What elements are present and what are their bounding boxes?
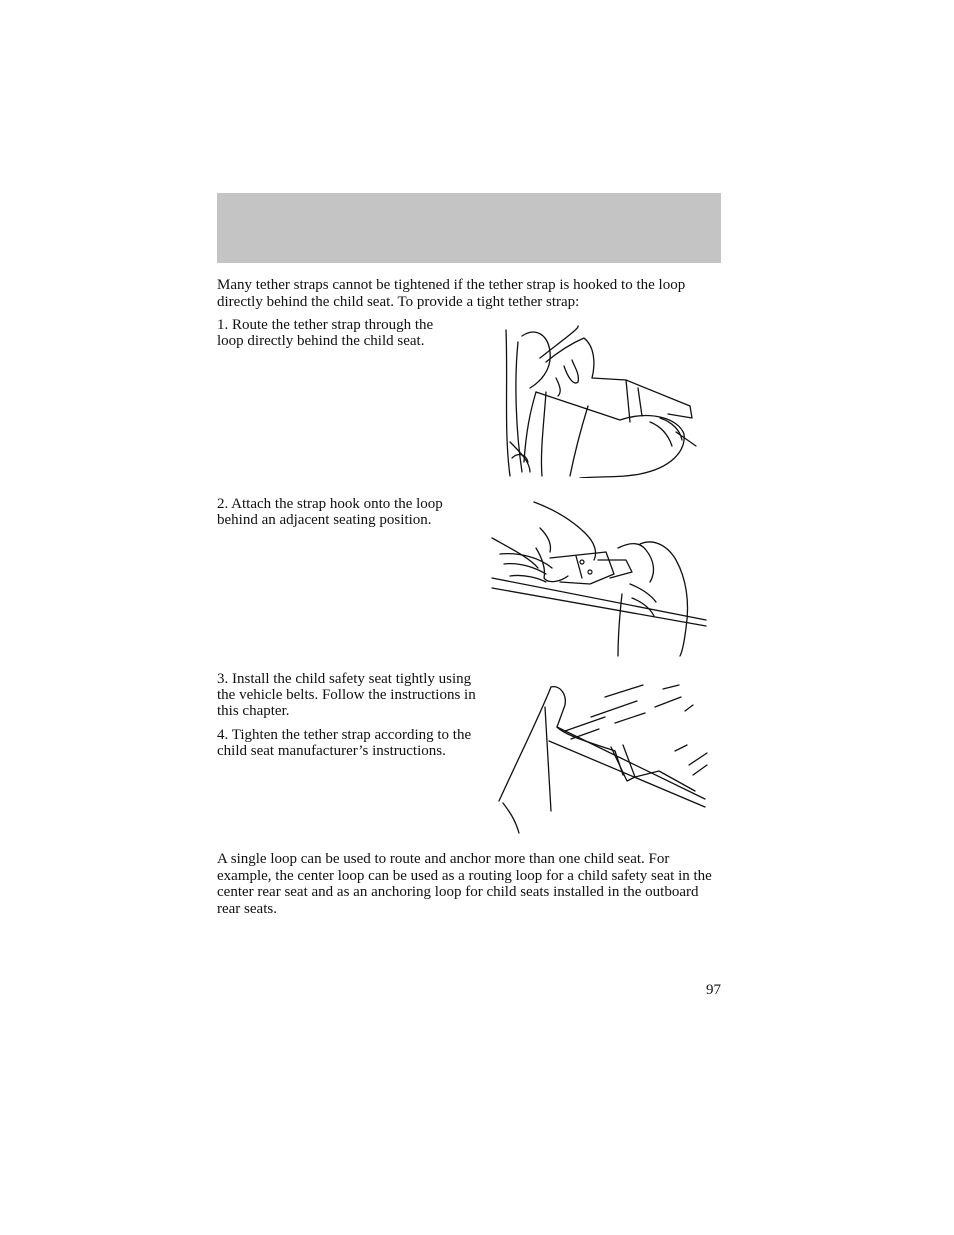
intro-paragraph: Many tether straps cannot be tightened if the tether strap is hooked to the loop directly behind the child seat. To provide a tight tether strap: <box>217 277 686 310</box>
outro-paragraph: A single loop can be used to route and anchor more than one child seat. For example, the center loop can be used as a routing loop for a child safety seat in the center rear seat and as an anchoring loop for child seats installed in the outboard rear seats. <box>217 851 712 917</box>
step-4-text: 4. Tighten the tether strap according to the child seat manufacturer’s instructions. <box>217 727 472 760</box>
section-header-band <box>217 193 721 263</box>
page-number: 97 <box>706 982 721 998</box>
step-3-text: 3. Install the child safety seat tightly using the vehicle belts. Follow the instructions in this chapter. <box>217 671 476 720</box>
attach-hook-illustration <box>490 498 710 658</box>
routing-strap-illustration <box>500 322 700 478</box>
step-2-text: 2. Attach the strap hook onto the loop behind an adjacent seating position. <box>217 496 443 529</box>
step-1-text: 1. Route the tether strap through the loop directly behind the child seat. <box>217 317 434 350</box>
tightened-strap-illustration <box>495 677 710 837</box>
